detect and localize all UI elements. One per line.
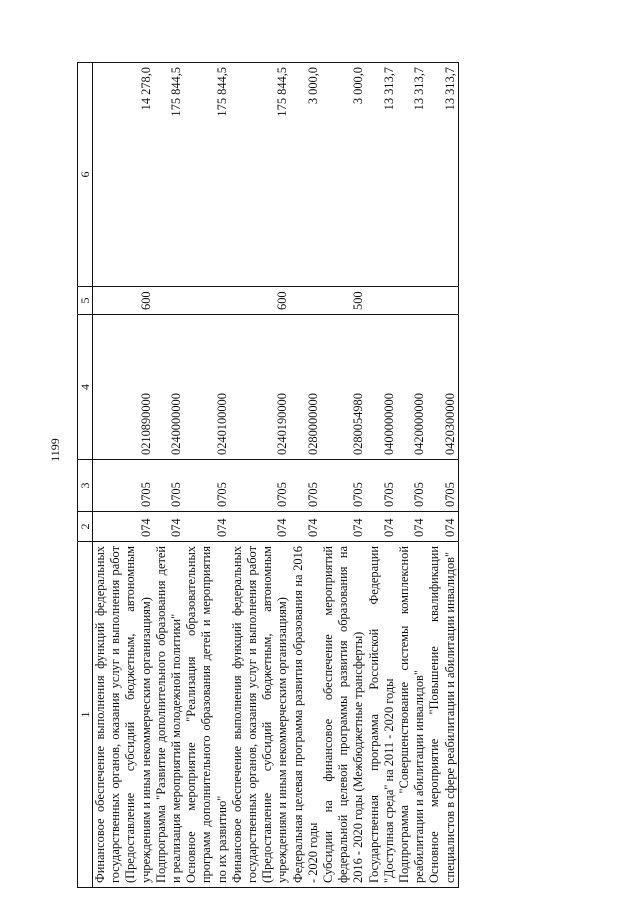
row-section: 0705 — [184, 460, 230, 512]
column-header-section: 3 — [78, 460, 93, 512]
row-name: Государственная программа Российской Федерации "Доступная среда" на 2011 - 2020 годы — [367, 542, 397, 888]
row-target: 0240100000 — [184, 315, 230, 460]
row-section: 0705 — [321, 460, 367, 512]
row-name: Субсидии на финансовое обеспечение мероприятий федеральной целевой программы развития образования на 2016 - 2020 годы (Межбюджетные трансферты) — [321, 542, 367, 888]
row-ministry: 074 — [397, 512, 427, 542]
row-target: 0240000000 — [154, 315, 184, 460]
row-amount: 13 313,7 — [427, 63, 458, 287]
row-section: 0705 — [230, 460, 291, 512]
page-number: 1199 — [48, 438, 62, 462]
row-ministry: 074 — [154, 512, 184, 542]
table-row — [321, 63, 367, 888]
row-name: Финансовое обеспечение выполнения функций федеральных государственных органов, оказания услуг и выполнения работ (Предоставление субсидий бюджетным, автономным учреждениям и иным некоммерческим организациям) — [93, 542, 154, 888]
row-target: 0280054980 — [321, 315, 367, 460]
row-section: 0705 — [427, 460, 458, 512]
row-amount: 13 313,7 — [367, 63, 397, 287]
row-type: 600 — [230, 287, 291, 315]
row-section: 0705 — [291, 460, 321, 512]
row-ministry: 074 — [367, 512, 397, 542]
row-type — [291, 287, 321, 315]
table-row — [154, 63, 184, 888]
row-amount: 3 000,0 — [321, 63, 367, 287]
row-ministry: 074 — [93, 512, 154, 542]
row-type — [154, 287, 184, 315]
row-amount: 3 000,0 — [291, 63, 321, 287]
row-section: 0705 — [367, 460, 397, 512]
row-name: Основное мероприятие "Повышение квалификации специалистов в сфере реабилитации и абилитации инвалидов" — [427, 542, 458, 888]
row-ministry: 074 — [291, 512, 321, 542]
row-type — [397, 287, 427, 315]
budget-table — [77, 62, 459, 888]
row-target: 0240190000 — [230, 315, 291, 460]
row-type: 500 — [321, 287, 367, 315]
row-name: Основное мероприятие "Реализация образовательных программ дополнительного образования детей и мероприятия по их развитию" — [184, 542, 230, 888]
row-amount: 13 313,7 — [397, 63, 427, 287]
row-section: 0705 — [154, 460, 184, 512]
row-target: 0280000000 — [291, 315, 321, 460]
row-target: 0210890000 — [93, 315, 154, 460]
row-amount: 14 278,0 — [93, 63, 154, 287]
table-row — [397, 63, 427, 888]
row-amount: 175 844,5 — [154, 63, 184, 287]
row-section: 0705 — [397, 460, 427, 512]
column-header-type: 5 — [78, 287, 93, 315]
table-row — [291, 63, 321, 888]
row-section: 0705 — [93, 460, 154, 512]
row-amount: 175 844,5 — [184, 63, 230, 287]
row-name: Федеральная целевая программа развития образования на 2016 - 2020 годы — [291, 542, 321, 888]
row-target: 0420000000 — [397, 315, 427, 460]
column-header-name: 1 — [78, 542, 93, 888]
table-row — [427, 63, 458, 888]
column-header-target: 4 — [78, 315, 93, 460]
row-amount: 175 844,5 — [230, 63, 291, 287]
column-header-ministry: 2 — [78, 512, 93, 542]
table-row — [93, 63, 154, 888]
table-row — [184, 63, 230, 888]
column-header-amount: 6 — [78, 63, 93, 287]
row-ministry: 074 — [321, 512, 367, 542]
row-type — [427, 287, 458, 315]
row-ministry: 074 — [427, 512, 458, 542]
row-name: Финансовое обеспечение выполнения функций федеральных государственных органов, оказания услуг и выполнения работ (Предоставление субсидий бюджетным, автономным учреждениям и иным некоммерческим организациям) — [230, 542, 291, 888]
rotated-table-wrapper — [77, 63, 587, 888]
row-target: 0420300000 — [427, 315, 458, 460]
row-name: Подпрограмма "Развитие дополнительного образования детей и реализация мероприятий молодежной политики" — [154, 542, 184, 888]
header-row — [78, 63, 93, 888]
table-row — [230, 63, 291, 888]
row-name: Подпрограмма "Совершенствование системы комплексной реабилитации и абилитации инвалидов" — [397, 542, 427, 888]
row-type — [367, 287, 397, 315]
row-ministry: 074 — [184, 512, 230, 542]
row-type — [184, 287, 230, 315]
row-ministry: 074 — [230, 512, 291, 542]
row-type: 600 — [93, 287, 154, 315]
table-row — [367, 63, 397, 888]
row-target: 0400000000 — [367, 315, 397, 460]
